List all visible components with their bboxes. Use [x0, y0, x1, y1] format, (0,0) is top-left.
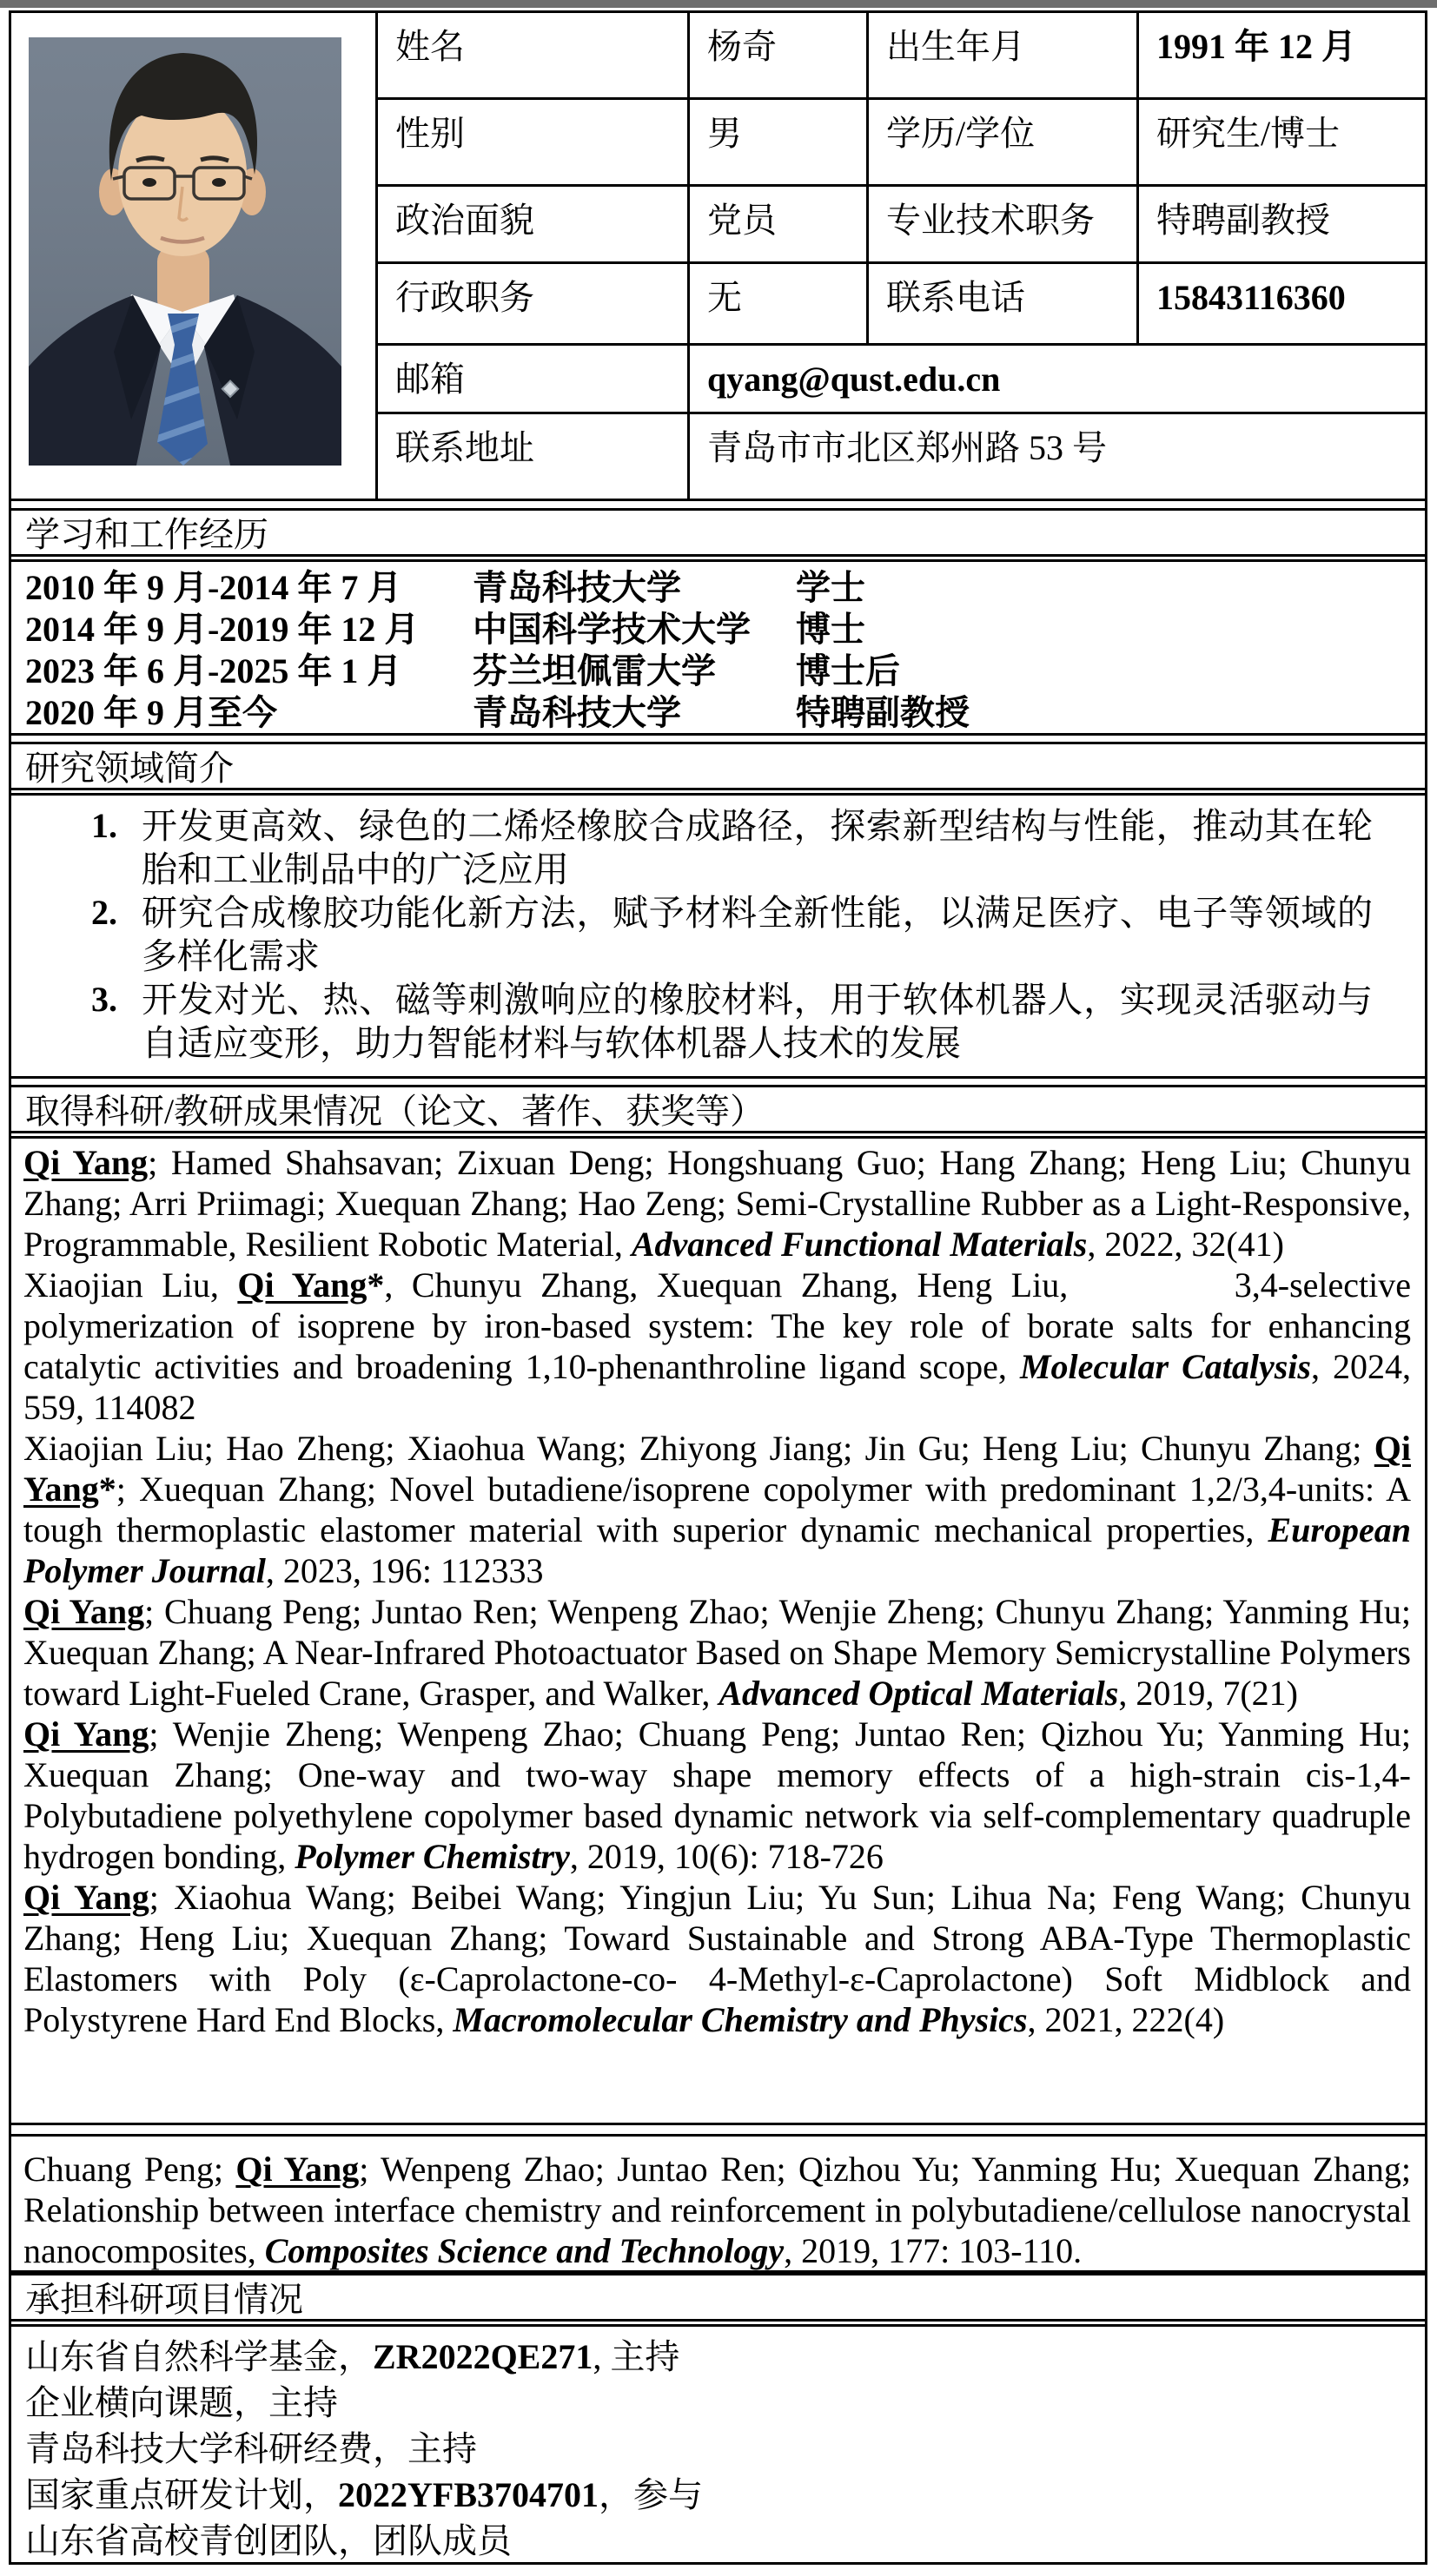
research-item-number: 2. [91, 893, 117, 932]
text-segment: Macromolecular Chemistry and Physics [453, 2000, 1028, 2039]
field-label-birth: 出生年月 [869, 13, 1139, 100]
experience-role: 博士后 [796, 651, 900, 690]
experience-period: 2023 年 6 月-2025 年 1 月 [25, 651, 402, 690]
text-segment: Qi Yang [235, 2150, 360, 2189]
research-item-number: 3. [91, 980, 117, 1019]
text-segment: , Chunyu Zhang, Xuequan Zhang, Heng Liu, [384, 1265, 1087, 1305]
experience-period: 2014 年 9 月-2019 年 12 月 [25, 610, 420, 649]
window-top-edge [0, 0, 1437, 8]
double-rule [11, 2319, 1425, 2327]
text-segment: ; Hamed Shahsavan; Zixuan Deng; Hongshuang Guo; Hang Zhang; Heng Liu; Chunyu Zhang; Arri Priimagi; Xuequan Zhang; Hao Zeng; Semi-Crystalline Rubber as a Light-Responsive, Programmable, Resilient Robotic Material, [23, 1143, 1411, 1264]
experience-row [25, 651, 1425, 692]
text-segment: ; Xiaohua Wang; Beibei Wang; Yingjun Liu; Yu Sun; Lihua Na; Feng Wang; Chunyu Zhang; Heng Liu; Xuequan Zhang; Toward Sustainable and Strong ABA-Type Thermoplastic Elastomers with Poly (ε-Caprolactone-co- 4-Methyl-ε-Caprolactone) Soft Midblock and Polystyrene Hard End Blocks, [23, 1878, 1411, 2039]
text-segment: ; Xuequan Zhang; Novel butadiene/isoprene copolymer with predominant 1,2/3,4-units: A tough thermoplastic elastomer material with superior dynamic mechanical properties, [23, 1470, 1411, 1549]
research-list [11, 796, 1425, 1065]
text-segment: Polymer Chemistry [295, 1837, 570, 1876]
field-label-email: 邮箱 [378, 346, 690, 414]
section-title-experience: 学习和工作经历 [25, 515, 268, 554]
research-section [9, 742, 1427, 1079]
field-label-professional-title: 专业技术职务 [869, 187, 1139, 264]
achievements-section [9, 1085, 1427, 2125]
research-item [11, 891, 1373, 978]
field-label-address: 联系地址 [378, 414, 690, 499]
research-item [11, 804, 1373, 891]
text-segment: Qi Yang [23, 1143, 149, 1182]
text-segment: Qi Yang [23, 1714, 149, 1754]
text-segment: ; Chuang Peng; Juntao Ren; Wenpeng Zhao; Wenjie Zheng; Chunyu Zhang; Yanming Hu; Xuequan Zhang; A Near-Infrared Photoactuator Based on Shape Memory Semicrystalline Polymers toward Light-Fueled Crane, Grasper, and Walker, [23, 1592, 1411, 1713]
publication-entry [23, 1265, 1411, 1428]
text-segment: Qi Yang [237, 1265, 368, 1305]
field-value-address: 青岛市市北区郑州路 53 号 [707, 428, 1107, 467]
experience-period: 2020 年 9 月至今 [25, 693, 277, 732]
profile-section [9, 10, 1427, 501]
text-segment: ; Wenjie Zheng; Wenpeng Zhao; Chuang Peng; Juntao Ren; Qizhou Yu; Yanming Hu; Xuequan Zhang; One-way and two-way shape memory effects of a high-strain cis-1,4-Polybutadiene polyethylene copolymer based dynamic network via self-complementary quadruple hydrogen bonding, [23, 1714, 1411, 1876]
experience-row [25, 692, 1425, 734]
projects-section [9, 2273, 1427, 2565]
field-value-gender: 男 [690, 100, 869, 187]
info-table [375, 13, 1425, 499]
section-title-projects: 承担科研项目情况 [25, 2280, 303, 2319]
field-value-name: 杨奇 [690, 13, 869, 100]
text-segment: , 2019, 7(21) [1118, 1674, 1298, 1713]
research-item [11, 978, 1373, 1065]
text-segment: , 2023, 196: 112333 [265, 1551, 544, 1590]
field-value-phone: 15843116360 [1139, 264, 1425, 346]
text-segment: Qi Yang [23, 1878, 149, 1917]
experience-org: 青岛科技大学 [473, 568, 681, 607]
field-value-birth: 1991 年 12 月 [1139, 13, 1425, 100]
text-segment: 山东省自然科学基金， [25, 2337, 373, 2376]
experience-row [25, 567, 1425, 609]
extra-publication-section [9, 2134, 1427, 2273]
field-value-political-status: 党员 [690, 187, 869, 264]
text-segment: 3,4-selective polymerization of isoprene by iron-based system: The key role of borate salts for enhancing catalytic activities and broadening 1,10-phenanthroline ligand scope, [23, 1265, 1411, 1386]
publication-entry [23, 1714, 1411, 1877]
tab-spacer [1087, 1295, 1235, 1297]
text-segment: 山东省高校青创团队，团队成员 [25, 2521, 512, 2560]
section-title-achievements: 取得科研/教研成果情况（论文、著作、获奖等） [25, 1092, 765, 1131]
experience-role: 博士 [796, 610, 865, 649]
experience-role: 学士 [796, 568, 865, 607]
experience-org: 中国科学技术大学 [473, 610, 751, 649]
text-segment: Qi Yang [23, 1592, 145, 1631]
section-title-research: 研究领域简介 [25, 749, 234, 788]
double-rule [11, 1131, 1425, 1139]
publication-entry [23, 1591, 1411, 1714]
text-segment: 2022YFB3704701 [338, 2475, 599, 2514]
text-segment: * [367, 1265, 385, 1305]
project-list [11, 2327, 1425, 2564]
field-value-admin-post: 无 [690, 264, 869, 346]
text-segment: Xiaojian Liu; Hao Zheng; Xiaohua Wang; Zhiyong Jiang; Jin Gu; Heng Liu; Chunyu Zhang; [23, 1429, 1374, 1468]
field-label-name: 姓名 [378, 13, 690, 100]
text-segment: Advanced Functional Materials [631, 1225, 1088, 1264]
text-segment: ZR2022QE271 [373, 2337, 593, 2376]
field-label-admin-post: 行政职务 [378, 264, 690, 346]
text-segment: Advanced Optical Materials [718, 1674, 1119, 1713]
experience-period: 2010 年 9 月-2014 年 7 月 [25, 568, 402, 607]
text-segment: Composites Science and Technology [264, 2231, 785, 2270]
research-item-text: 开发对光、热、磁等刺激响应的橡胶材料，用于软体机器人，实现灵活驱动与自适应变形，助力智能材料与软体机器人技术的发展 [142, 980, 1373, 1063]
research-item-text: 开发更高效、绿色的二烯烃橡胶合成路径，探索新型结构与性能，推动其在轮胎和工业制品中的广泛应用 [142, 806, 1373, 889]
profile-photo [29, 37, 341, 466]
text-segment: * [98, 1470, 116, 1509]
field-value-professional-title: 特聘副教授 [1139, 187, 1425, 264]
double-rule [11, 554, 1425, 562]
text-segment: Qi Yang [23, 1429, 1411, 1509]
field-value-email: qyang@qust.edu.cn [690, 346, 1425, 414]
text-segment: ，参与 [599, 2475, 703, 2514]
project-item [25, 2426, 1411, 2472]
research-item-text: 研究合成橡胶功能化新方法，赋予材料全新性能，以满足医疗、电子等领域的多样化需求 [142, 893, 1373, 976]
text-segment: , 2024, 559, 114082 [23, 1347, 1412, 1427]
experience-row [25, 609, 1425, 651]
publication-entry [23, 1142, 1411, 1265]
text-segment: Xiaojian Liu, [23, 1265, 238, 1305]
text-segment: ; Wenpeng Zhao; Juntao Ren; Qizhou Yu; Yanming Hu; Xuequan Zhang; Relationship between interface chemistry and reinforcement in polybutadiene/cellulose nanocrystal nanocomposites, [23, 2150, 1411, 2270]
project-item [25, 2518, 1411, 2564]
experience-role: 特聘副教授 [796, 693, 970, 732]
field-label-gender: 性别 [378, 100, 690, 187]
publication-entry [23, 1428, 1411, 1591]
text-segment: , 2019, 10(6): 718-726 [569, 1837, 884, 1876]
double-rule [11, 788, 1425, 796]
text-segment: 青岛科技大学科研经费，主持 [25, 2429, 477, 2468]
experience-section [9, 508, 1427, 736]
field-label-political-status: 政治面貌 [378, 187, 690, 264]
research-item-number: 1. [91, 806, 117, 845]
publication-entry [23, 1877, 1411, 2040]
project-item [25, 2472, 1411, 2518]
text-segment: , 2021, 222(4) [1027, 2000, 1225, 2039]
field-label-degree: 学历/学位 [869, 100, 1139, 187]
project-item [25, 2380, 1411, 2426]
field-value-degree: 研究生/博士 [1139, 100, 1425, 187]
text-segment: Chuang Peng; [23, 2150, 236, 2189]
text-segment: 国家重点研发计划， [25, 2475, 338, 2514]
field-label-phone: 联系电话 [869, 264, 1139, 346]
experience-org: 芬兰坦佩雷大学 [473, 651, 716, 690]
publication-list [11, 2137, 1425, 2271]
publication-entry [23, 2149, 1411, 2271]
experience-list [11, 562, 1425, 734]
portrait-illustration [29, 37, 341, 466]
text-segment: Molecular Catalysis [1019, 1347, 1311, 1386]
project-item [25, 2334, 1411, 2380]
text-segment: European Polymer Journal [23, 1510, 1411, 1590]
text-segment: , 2022, 32(41) [1087, 1225, 1284, 1264]
text-segment: 企业横向课题，主持 [25, 2383, 338, 2422]
text-segment: , 主持 [593, 2337, 680, 2376]
experience-org: 青岛科技大学 [473, 693, 681, 732]
text-segment: , 2019, 177: 103-110. [784, 2231, 1083, 2270]
publication-list [11, 1139, 1425, 2040]
